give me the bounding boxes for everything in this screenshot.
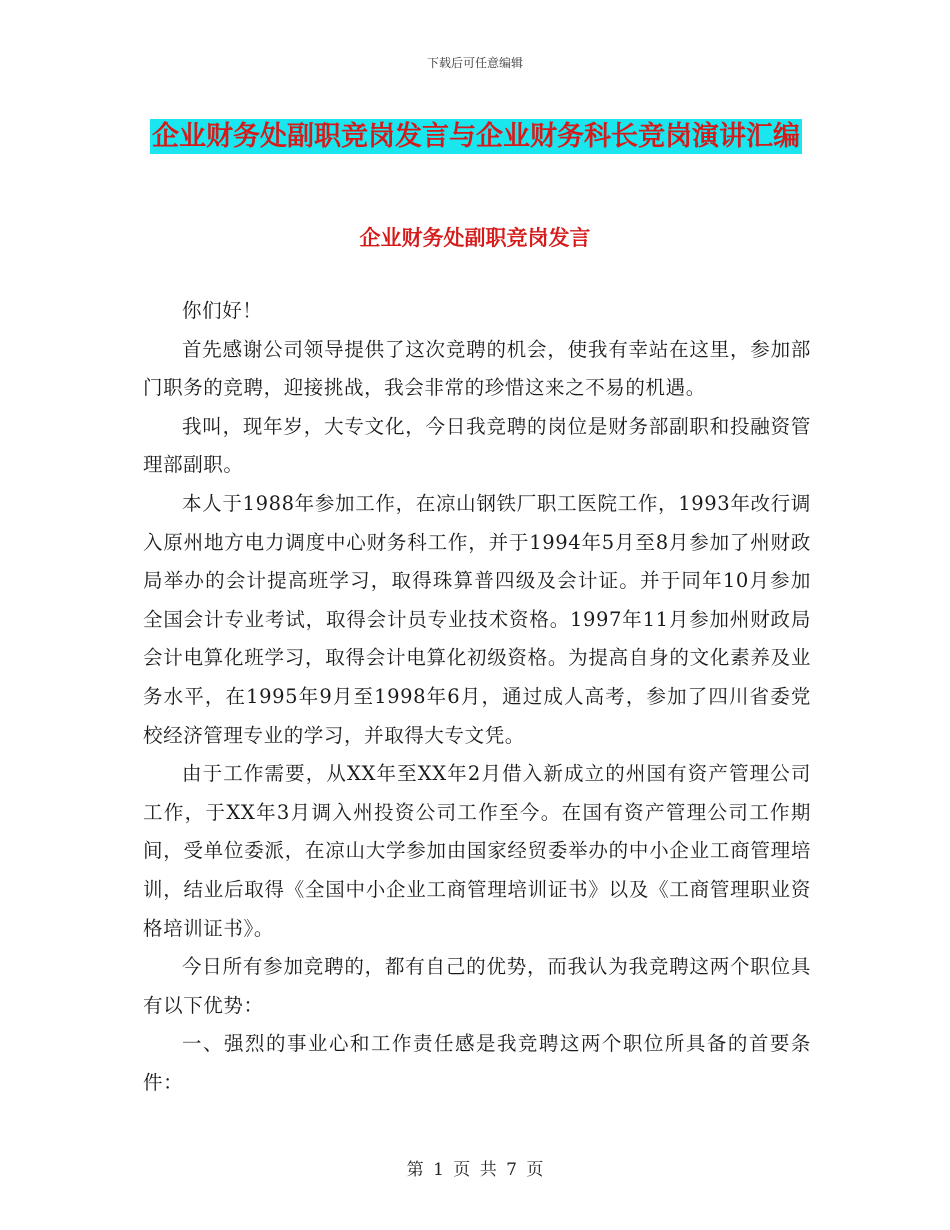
document-body — [143, 292, 811, 1102]
document-title — [140, 112, 812, 162]
body-paragraph: 一、强烈的事业心和工作责任感是我竞聘这两个职位所具备的首要条件： — [143, 1032, 811, 1094]
document-title-text: 企业财务处副职竞岗发言与企业财务科长竞岗演讲汇编 — [152, 121, 800, 152]
page-number-footer: 第 1 页 共 7 页 — [406, 1160, 544, 1180]
body-paragraph: 你们好！ — [182, 299, 263, 322]
body-paragraph: 今日所有参加竞聘的，都有自己的优势，而我认为我竞聘这两个职位具有以下优势： — [143, 955, 811, 1017]
header-note: 下载后可任意编辑 — [426, 56, 523, 70]
section-title: 企业财务处副职竞岗发言 — [359, 226, 591, 250]
body-paragraph: 由于工作需要，从XX年至XX年2月借入新成立的州国有资产管理公司工作，于XX年3月调入州投资公司工作至今。在国有资产管理公司工作期间，受单位委派，在凉山大学参加由国家经贸委举办的中小企业工商管理培训，结业后取得《全国中小企业工商管理培训证书》以及《工商管理职业资格培训证书》。 — [143, 762, 811, 940]
body-paragraph: 我叫，现年岁，大专文化，今日我竞聘的岗位是财务部副职和投融资管理部副职。 — [143, 414, 811, 477]
body-paragraph: 本人于1988年参加工作，在凉山钢铁厂职工医院工作，1993年改行调入原州地方电力调度中心财务科工作，并于1994年5月至8月参加了州财政局举办的会计提高班学习，取得珠算普四级及会计证。并于同年10月参加全国会计专业考试，取得会计员专业技术资格。1997年11月参加州财政局会计电算化班学习，取得会计电算化初级资格。为提高自身的文化素养及业务水平，在1995年9月至1998年6月，通过成人高考，参加了四川省委党校经济管理专业的学习，并取得大专文凭。 — [143, 491, 811, 747]
body-paragraph: 首先感谢公司领导提供了这次竞聘的机会，使我有幸站在这里，参加部门职务的竞聘，迎接挑战，我会非常的珍惜这来之不易的机遇。 — [143, 337, 811, 400]
